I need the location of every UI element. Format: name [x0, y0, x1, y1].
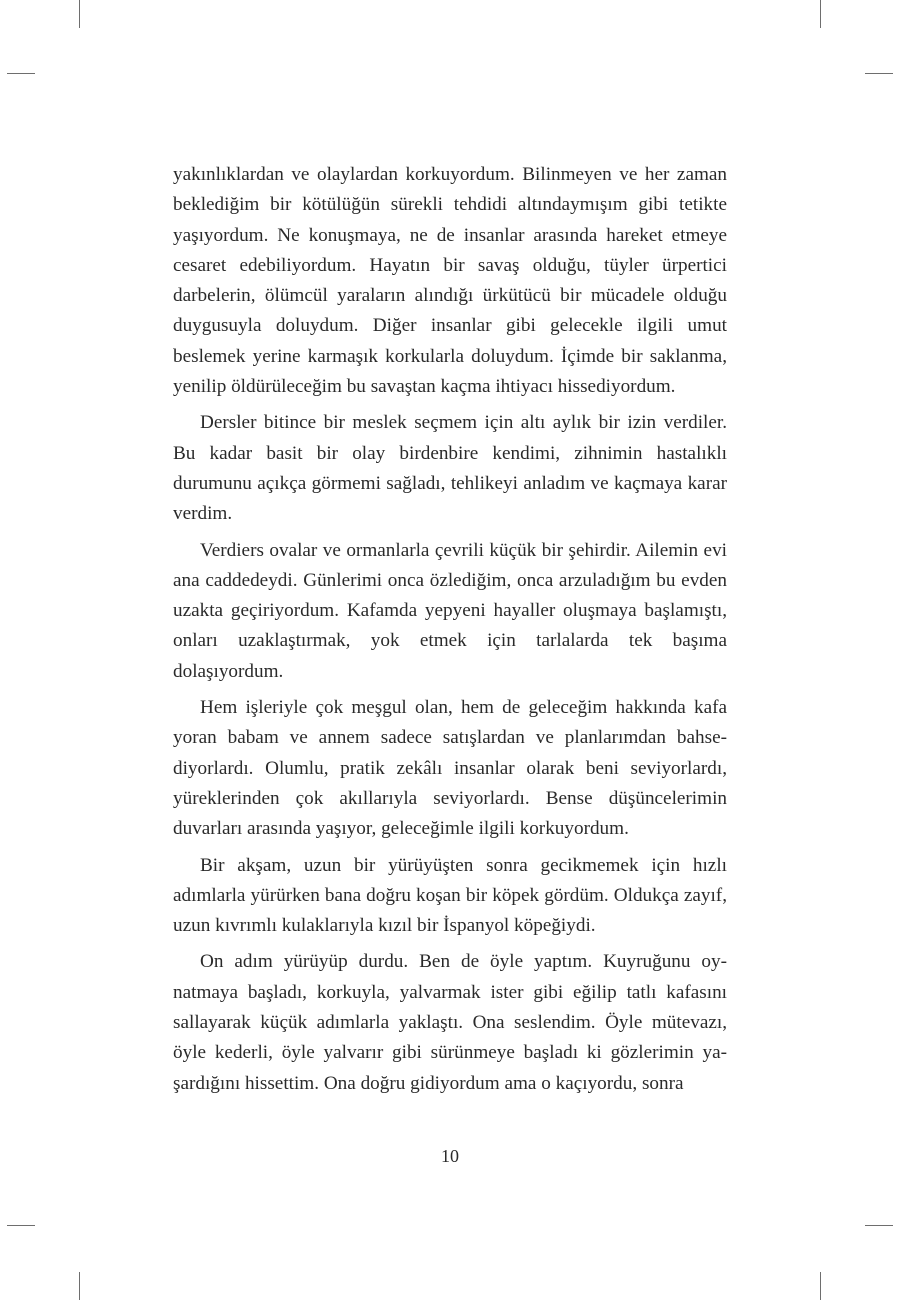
paragraph: Bir akşam, uzun bir yürüyüşten sonra gecikmemek için hızlı adımlarla yürürken bana doğru koşan bir köpek gördüm. Oldukça zayıf, uzun kıvrımlı kulaklarıyla kızıl bir İspanyol köpeğiydi. — [173, 854, 727, 937]
paragraph: Verdiers ovalar ve ormanlarla çevrili küçük bir şehirdir. Ailemin evi ana caddedeydi. Günlerimi onca özlediğim, onca arzuladığım bu evden uzakta geçiriyordum. Kafamda yepyeni hayaller oluşmaya başlamıştı, onları uzaklaştırmak, yok etmek için tarlalarda tek başıma dolaşıyordum. — [173, 539, 727, 682]
crop-mark-left-top — [7, 73, 35, 74]
crop-mark-bottom-right — [820, 1272, 821, 1300]
body-text — [173, 160, 727, 1105]
paragraph: On adım yürüyüp durdu. Ben de öyle yaptım. Kuyruğunu oynatmaya başladı, korkuyla, yalvarmak ister gibi eğilip tatlı kafasını sallayarak küçük adımlarla yaklaştı. Ona seslendim. Öyle mütevazı, öyle kederli, öyle yalvarır gibi sürünmeye başladı ki gözlerimin yaşardığını hissettim. Ona doğru gidiyordum ama o kaçıyordu, sonra — [173, 951, 727, 1094]
crop-mark-top-left — [79, 0, 80, 28]
crop-mark-bottom-left — [79, 1272, 80, 1300]
page-number: 10 — [441, 1146, 459, 1166]
crop-mark-right-top — [865, 73, 893, 74]
crop-mark-top-right — [820, 0, 821, 28]
paragraph: Hem işleriyle çok meşgul olan, hem de geleceğim hakkında kafa yoran babam ve annem sadece satışlardan ve planlarımdan bahsediyorlardı. Olumlu, pratik zekâlı insanlar olarak beni seviyorlardı, yüreklerinden çok akıllarıyla seviyorlardı. Bense düşüncelerimin duvarları arasında yaşıyor, geleceğimle ilgili korkuyordum. — [173, 697, 727, 840]
crop-mark-right-bottom — [865, 1225, 893, 1226]
paragraph: yakınlıklardan ve olaylardan korkuyordum. Bilinmeyen ve her zaman beklediğim bir kötülüğün sürekli tehdidi altındaymışım gibi tetikte yaşıyordum. Ne konuşmaya, ne de insanlar arasında hareket etmeye cesaret edebiliyordum. Hayatın bir savaş olduğu, tüyler ürpertici darbelerin, ölümcül yaraların alındığı ürkütücü bir mücadele olduğu duygusuyla doluydum. Diğer insanlar gibi gelecekle ilgili umut beslemek yerine karmaşık korkularla doluydum. İçimde bir saklanma, yenilip öldürüleceğim bu savaştan kaçma ihtiyacı hissediyordum. — [173, 164, 727, 398]
paragraph: Dersler bitince bir meslek seçmem için altı aylık bir izin verdiler. Bu kadar basit bir olay birdenbire kendimi, zihnimin hastalıklı durumunu açıkça görmemi sağladı, tehlikeyi anladım ve kaçmaya karar verdim. — [173, 412, 727, 525]
crop-mark-left-bottom — [7, 1225, 35, 1226]
